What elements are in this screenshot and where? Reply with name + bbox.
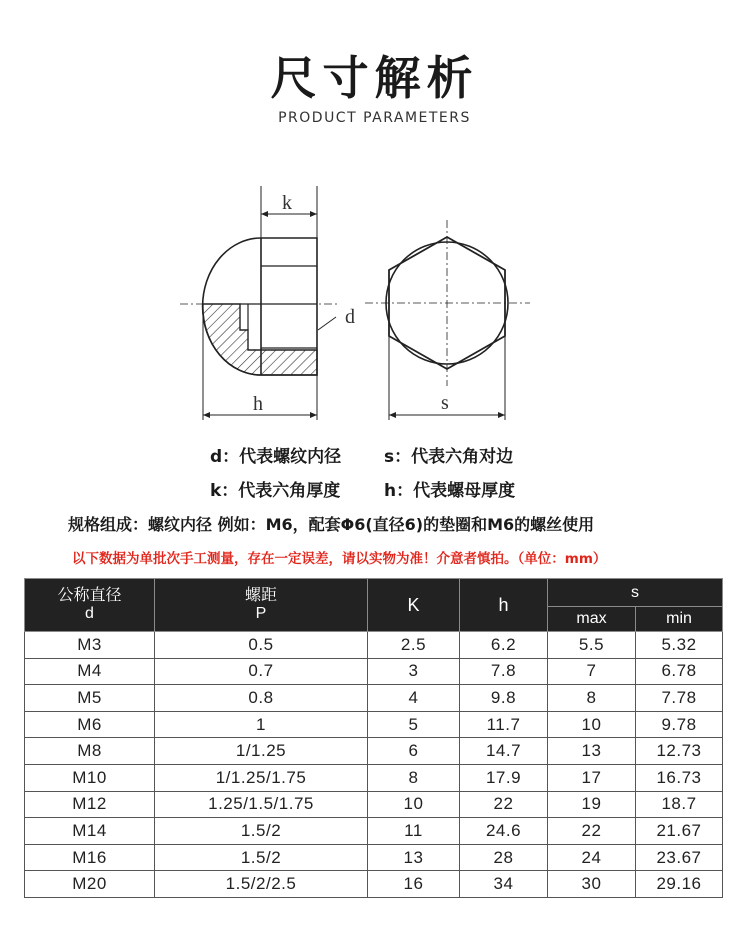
table-cell-smax: 13 bbox=[548, 738, 636, 765]
table-cell-d: M4 bbox=[25, 658, 155, 685]
table-cell-smin: 18.7 bbox=[636, 791, 723, 818]
table-cell-h: 28 bbox=[460, 844, 548, 871]
table-cell-d: M10 bbox=[25, 764, 155, 791]
label-k: k bbox=[282, 192, 292, 214]
legend-s: s：代表六角对边 bbox=[384, 447, 514, 467]
header-d-name: 公称直径 bbox=[57, 587, 122, 604]
table-row bbox=[25, 844, 723, 871]
note-line: 以下数据为单批次手工测量，存在一定误差，请以实物为准！介意者慎拍。（单位：mm） bbox=[72, 551, 607, 567]
table-cell-smax: 19 bbox=[548, 791, 636, 818]
table-row bbox=[25, 791, 723, 818]
table-cell-smax: 22 bbox=[548, 818, 636, 845]
header-d-symbol: d bbox=[85, 605, 94, 622]
table-cell-p: 0.8 bbox=[155, 685, 368, 712]
label-d: d bbox=[345, 306, 355, 328]
table-cell-smin: 9.78 bbox=[636, 711, 723, 738]
parameters-table bbox=[24, 578, 723, 898]
table-cell-k: 5 bbox=[368, 711, 460, 738]
header-d bbox=[25, 579, 155, 632]
table-row bbox=[25, 658, 723, 685]
table-cell-p: 1.5/2 bbox=[155, 818, 368, 845]
table-cell-k: 2.5 bbox=[368, 632, 460, 659]
table-cell-h: 11.7 bbox=[460, 711, 548, 738]
header-p-name: 螺距 bbox=[244, 587, 277, 604]
table-cell-k: 4 bbox=[368, 685, 460, 712]
table-cell-d: M20 bbox=[25, 871, 155, 898]
table-cell-p: 1.5/2 bbox=[155, 844, 368, 871]
side-view bbox=[180, 186, 340, 420]
table-row bbox=[25, 685, 723, 712]
table-cell-h: 34 bbox=[460, 871, 548, 898]
label-s: s bbox=[441, 392, 449, 414]
header-s: s bbox=[548, 579, 723, 607]
table-cell-h: 17.9 bbox=[460, 764, 548, 791]
table-cell-h: 6.2 bbox=[460, 632, 548, 659]
table-cell-k: 10 bbox=[368, 791, 460, 818]
table-cell-k: 8 bbox=[368, 764, 460, 791]
table-cell-smin: 29.16 bbox=[636, 871, 723, 898]
table-cell-h: 7.8 bbox=[460, 658, 548, 685]
table-row bbox=[25, 738, 723, 765]
table-row bbox=[25, 632, 723, 659]
table-cell-p: 1.5/2/2.5 bbox=[155, 871, 368, 898]
header-k: K bbox=[368, 579, 460, 632]
header-p-symbol: P bbox=[255, 605, 267, 622]
table-cell-smax: 30 bbox=[548, 871, 636, 898]
table-cell-smin: 6.78 bbox=[636, 658, 723, 685]
top-view bbox=[365, 220, 530, 420]
table-cell-p: 0.7 bbox=[155, 658, 368, 685]
table-cell-h: 24.6 bbox=[460, 818, 548, 845]
table-row bbox=[25, 818, 723, 845]
table-cell-p: 1.25/1.5/1.75 bbox=[155, 791, 368, 818]
table-row bbox=[25, 871, 723, 898]
table-cell-smax: 7 bbox=[548, 658, 636, 685]
table-cell-k: 3 bbox=[368, 658, 460, 685]
page-subtitle: PRODUCT PARAMETERS bbox=[278, 110, 471, 126]
legend-k: k：代表六角厚度 bbox=[210, 481, 341, 501]
table-cell-smax: 10 bbox=[548, 711, 636, 738]
table-cell-smin: 5.32 bbox=[636, 632, 723, 659]
table-cell-p: 1/1.25 bbox=[155, 738, 368, 765]
page-title: 尺寸解析 bbox=[270, 51, 479, 105]
table-cell-p: 1/1.25/1.75 bbox=[155, 764, 368, 791]
label-h: h bbox=[253, 393, 263, 415]
table-cell-p: 1 bbox=[155, 711, 368, 738]
table-cell-d: M14 bbox=[25, 818, 155, 845]
table-cell-smin: 16.73 bbox=[636, 764, 723, 791]
table-cell-p: 0.5 bbox=[155, 632, 368, 659]
table-cell-d: M8 bbox=[25, 738, 155, 765]
table-cell-h: 14.7 bbox=[460, 738, 548, 765]
table-cell-d: M6 bbox=[25, 711, 155, 738]
table-cell-k: 13 bbox=[368, 844, 460, 871]
table-cell-d: M12 bbox=[25, 791, 155, 818]
header-s-min: min bbox=[636, 607, 723, 632]
table-cell-smin: 12.73 bbox=[636, 738, 723, 765]
table-row bbox=[25, 764, 723, 791]
legend-h: h：代表螺母厚度 bbox=[384, 481, 516, 501]
table-cell-h: 22 bbox=[460, 791, 548, 818]
spec-line: 规格组成：螺纹内径 例如：M6，配套Φ6(直径6)的垫圈和M6的螺丝使用 bbox=[68, 515, 595, 534]
table-cell-d: M16 bbox=[25, 844, 155, 871]
table-cell-smin: 23.67 bbox=[636, 844, 723, 871]
table-cell-smax: 24 bbox=[548, 844, 636, 871]
table-row bbox=[25, 711, 723, 738]
legend-d: d：代表螺纹内径 bbox=[210, 447, 342, 467]
header-p bbox=[155, 579, 368, 632]
table-cell-k: 16 bbox=[368, 871, 460, 898]
table-cell-smax: 17 bbox=[548, 764, 636, 791]
table-cell-smax: 5.5 bbox=[548, 632, 636, 659]
table-cell-smax: 8 bbox=[548, 685, 636, 712]
table-cell-d: M5 bbox=[25, 685, 155, 712]
table-cell-smin: 21.67 bbox=[636, 818, 723, 845]
table-cell-smin: 7.78 bbox=[636, 685, 723, 712]
table-cell-h: 9.8 bbox=[460, 685, 548, 712]
header-h: h bbox=[460, 579, 548, 632]
cap-nut-diagram bbox=[0, 180, 749, 430]
header-s-max: max bbox=[548, 607, 636, 632]
table-cell-k: 6 bbox=[368, 738, 460, 765]
table-cell-d: M3 bbox=[25, 632, 155, 659]
table-cell-k: 11 bbox=[368, 818, 460, 845]
